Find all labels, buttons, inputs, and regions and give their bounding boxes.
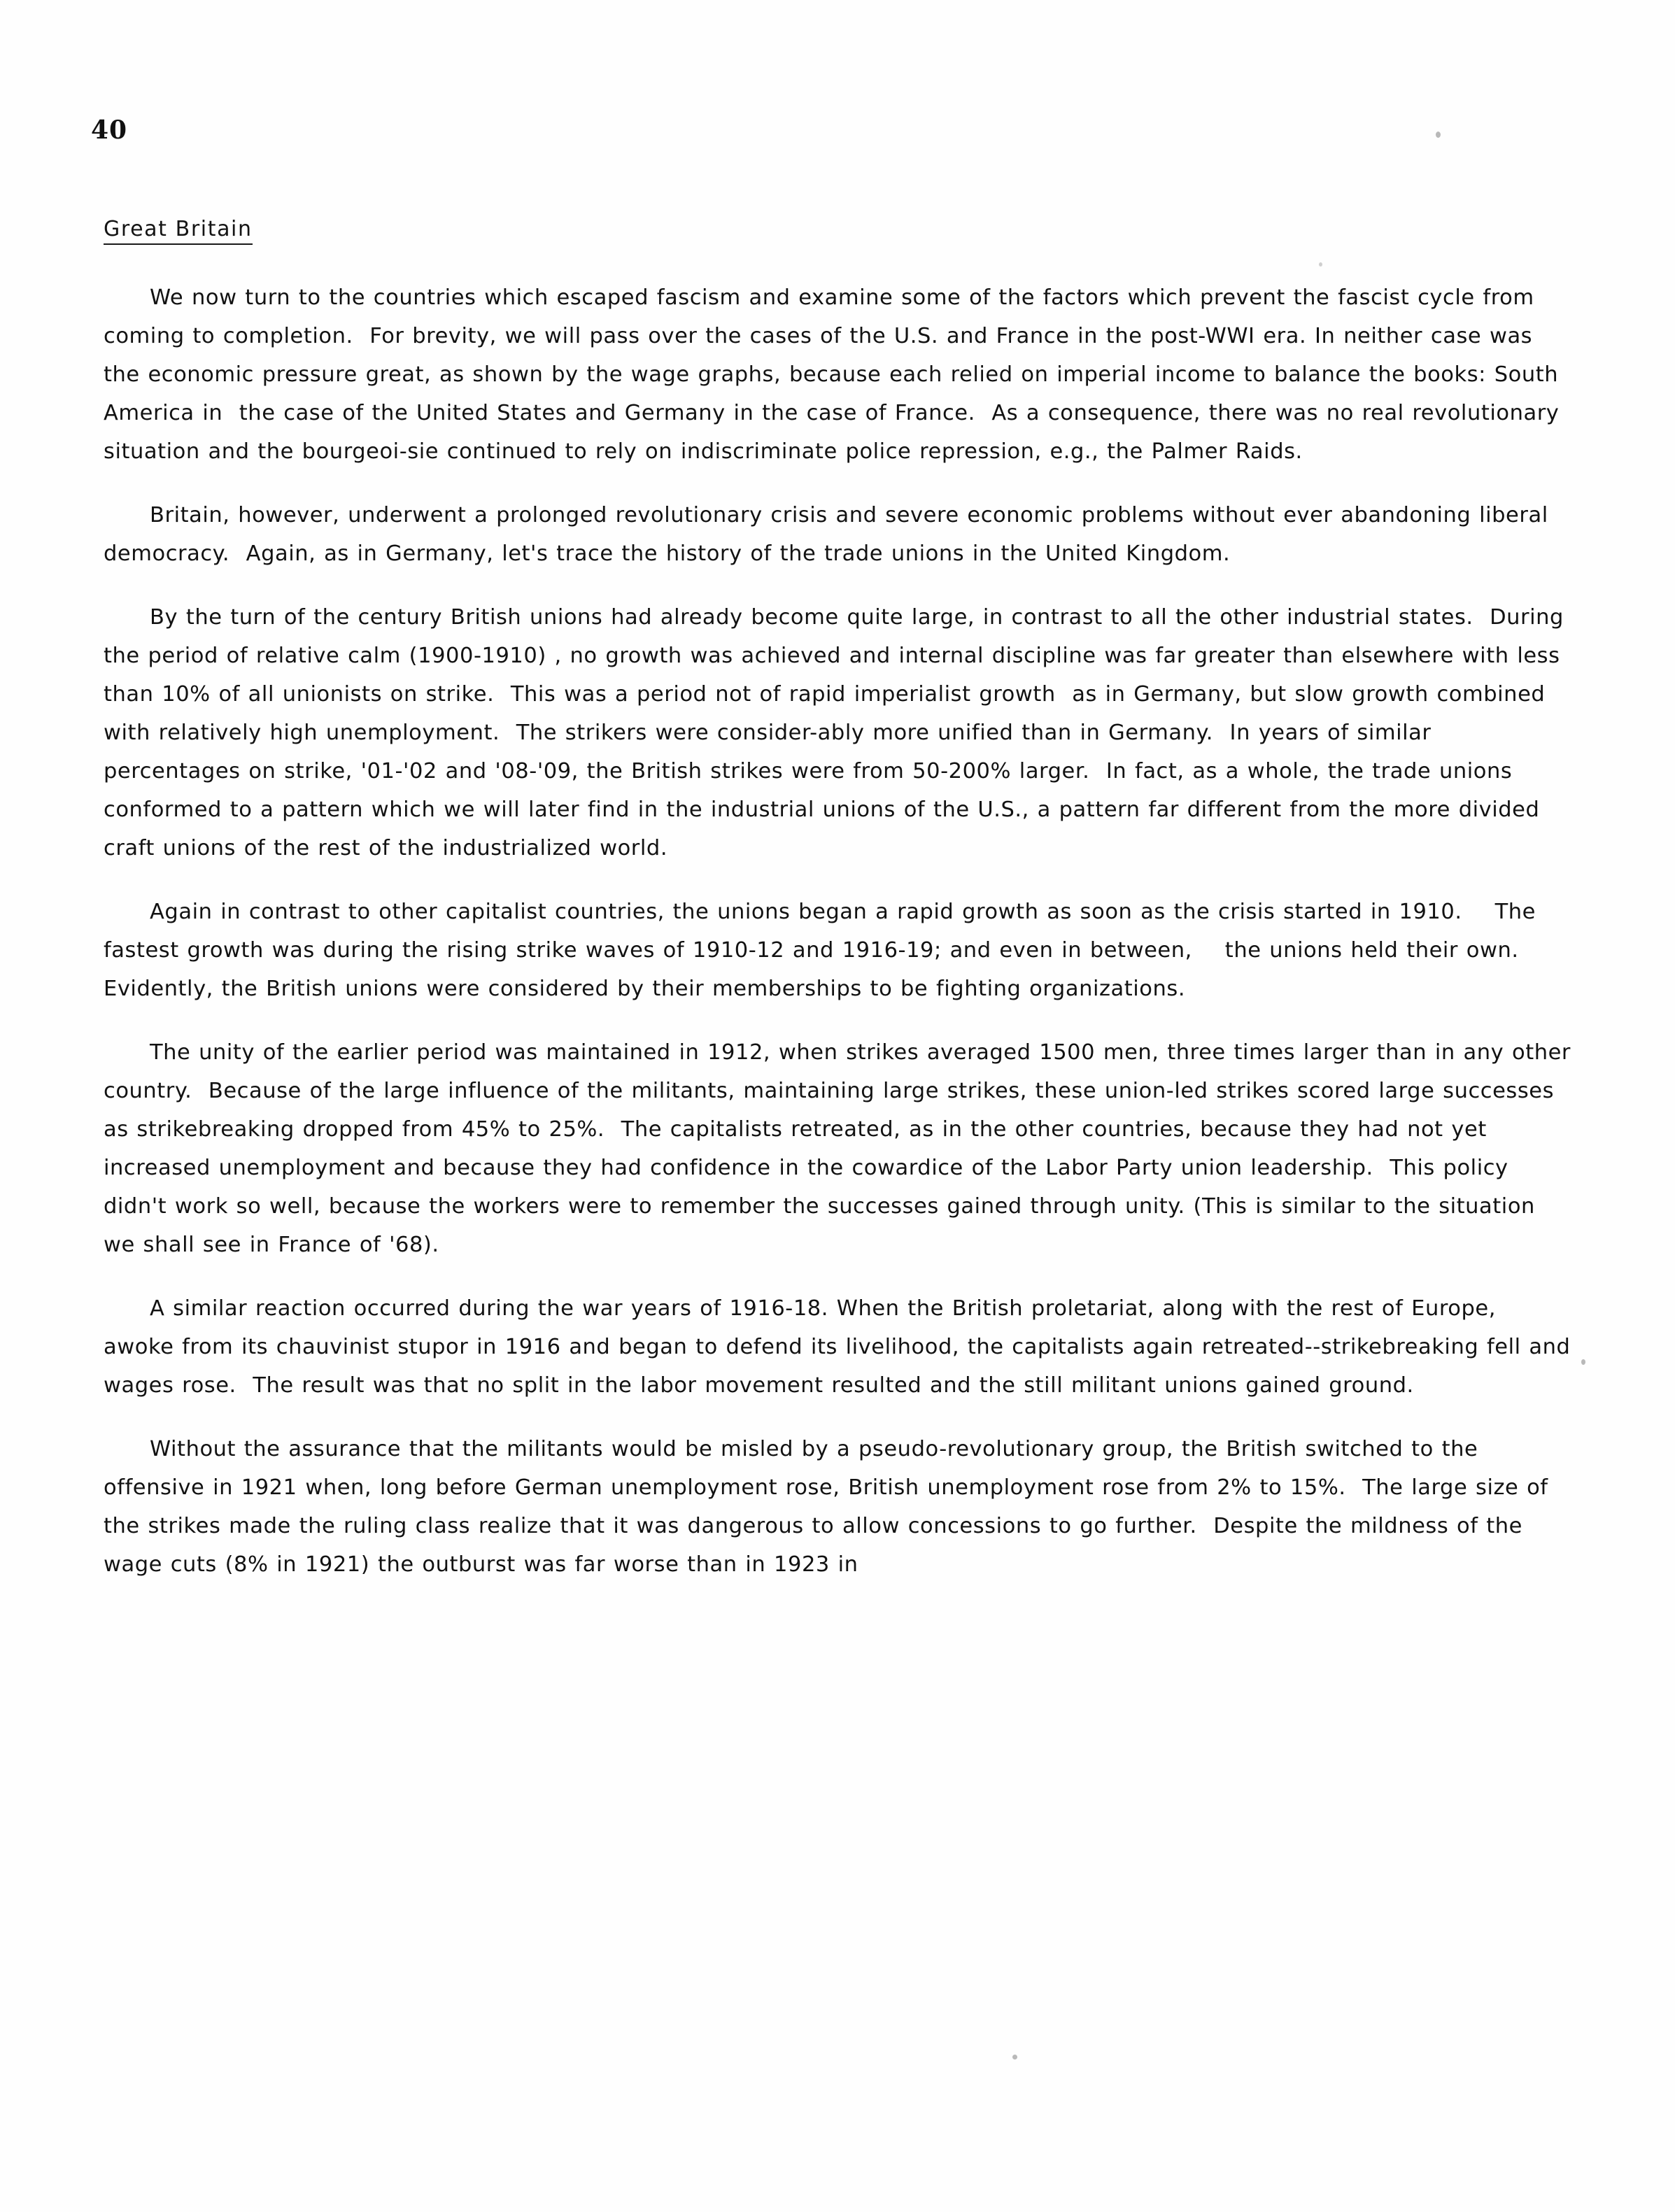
body-paragraph: Again in contrast to other capitalist countries, the unions began a rapid growth as soon as the crisis started in 1910. The fastest growth was during the rising strike waves of 1910-12 and 1916-19; and even in between, the unions held their own. Evidently, the British unions were considered by their memberships to be fighting organizations. bbox=[104, 900, 1544, 1001]
body-paragraph: We now turn to the countries which escaped fascism and examine some of the factors which prevent the fascist cycle from coming to completion. For brevity, we will pass over the cases of the U.S. and France in the post-WWI era. In neither case was the economic pressure great, as shown by the wage graphs, because each relied on imperial income to balance the books: South America in the case of the United States and Germany in the case of France. As a consequence, there was no real revolutionary situation and the bourgeoi-sie continued to rely on indiscriminate police repression, e.g., the Palmer Raids. bbox=[104, 285, 1568, 464]
page-number: 40 bbox=[91, 115, 128, 145]
body-paragraph: By the turn of the century British unions had already become quite large, in contrast to all the other industrial states. During the period of relative calm (1900-1910) , no growth was achieved and internal discipline was far greater than elsewhere with less than 10% of all unionists on strike. This was a period not of rapid imperialist growth as in Germany, but slow growth combined with relatively high unemployment. The strikers were consider-ably more unified than in Germany. In years of similar percentages on strike, '01-'02 and '08-'09, the British strikes were from 50-200% larger. In fact, as a whole, the trade unions conformed to a pattern which we will later find in the industrial unions of the U.S., a pattern far different from the more divided craft unions of the rest of the industrialized world. bbox=[104, 605, 1572, 860]
scan-speck bbox=[1581, 1359, 1585, 1365]
body-paragraph: Britain, however, underwent a prolonged revolutionary crisis and severe economic problems without ever abandoning liberal democracy. Again, as in Germany, let's trace the history of the trade unions in the United Kingdom. bbox=[104, 503, 1557, 566]
page-body bbox=[104, 217, 1579, 1584]
body-paragraph: The unity of the earlier period was maintained in 1912, when strikes averaged 1500 men, three times larger than in any other country. Because of the large influence of the militants, maintaining large strikes, these union-led strikes scored large successes as strikebreaking dropped from 45% to 25%. The capitalists retreated, as in the other countries, because they had not yet increased unemployment and because they had confidence in the cowardice of the Labor Party union leadership. This policy didn't work so well, because the workers were to remember the successes gained through unity. (This is similar to the situation we shall see in France of '68). bbox=[104, 1040, 1579, 1257]
section-heading: Great Britain bbox=[104, 217, 253, 245]
body-paragraph: A similar reaction occurred during the war years of 1916-18. When the British proletariat, along with the rest of Europe, awoke from its chauvinist stupor in 1916 and began to defend its livelihood, the capitalists again retreated--strikebreaking fell and wages rose. The result was that no split in the labor movement resulted and the still militant unions gained ground. bbox=[104, 1296, 1579, 1398]
scan-speck bbox=[1012, 2055, 1017, 2059]
scan-speck bbox=[1436, 132, 1441, 138]
body-paragraph: Without the assurance that the militants would be misled by a pseudo-revolutionary group, the British switched to the offensive in 1921 when, long before German unemployment rose, British unemployment rose from 2% to 15%. The large size of the strikes made the ruling class realize that it was dangerous to allow concessions to go further. Despite the mildness of the wage cuts (8% in 1921) the outburst was far worse than in 1923 in bbox=[104, 1437, 1557, 1577]
